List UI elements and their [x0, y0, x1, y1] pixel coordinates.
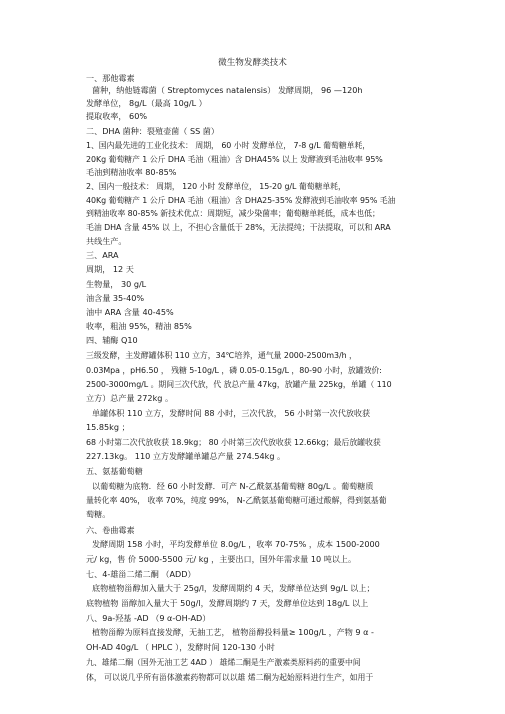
paragraph-line: 收率，粗油 95%，精油 85% — [86, 321, 192, 331]
paragraph-line: 0.03Mpa ，pH6.50 ， 残糖 5-10g/L ，磷 0.05-0.15g/L ，80-90 小时，放罐效价: — [86, 366, 382, 375]
paragraph-line: 生物量， 30 g/L — [86, 279, 147, 289]
section-heading-4ad: 九、雄烯二酮（国外无油工艺 4AD ） 雄烯二酮是生产激素类原料药的重要中间 — [86, 658, 361, 667]
paragraph-line: 提取收率， 60% — [86, 111, 148, 121]
paragraph-line: 量转化率 40%， 收率 70%，纯度 99%， N-乙酰氨基葡萄糖可通过酸解，得到氨基葡 — [86, 496, 387, 505]
section-heading-capreomycin: 六、卷曲霉素 — [86, 525, 135, 535]
section-heading-9a-oh-ad: 八、9a-羟基 -AD （9 α-OH-AD） — [86, 613, 211, 623]
paragraph-line: 共线生产。 — [86, 236, 127, 246]
section-heading-coq10: 四、辅酶 Q10 — [86, 335, 138, 345]
section-heading-glucosamine: 五、氨基葡萄糖 — [86, 466, 143, 476]
paragraph-line: 三级发酵，主发酵罐体积 110 立方，34℃培养，通气量 2000-2500m3/h ， — [86, 351, 357, 360]
section-heading-dha: 二、DHA 菌种：裂殖壶菌（ SS 菌） — [86, 126, 219, 136]
paragraph-line: 15.85kg ； — [86, 422, 130, 432]
paragraph-line: 单罐体积 110 立方，发酵时间 88 小时，三次代放， 56 小时第一次代放收获 — [92, 408, 371, 418]
paragraph-line: 萄糖。 — [86, 509, 111, 519]
paragraph-line: 立方）总产量 272kg 。 — [86, 393, 174, 403]
paragraph-line: 20Kg 葡萄糖产 1 公斤 DHA 毛油（粗油）含 DHA45% 以上 发酵液到毛油收率 95% — [86, 155, 383, 164]
paragraph-line: 68 小时第二次代放收获 18.9kg； 80 小时第三次代放收获 12.66kg；最后放罐收获 — [86, 438, 381, 447]
paragraph-line: 底物植物 甾醇加入量大于 50g/l，发酵周期约 7 天，发酵单位达到 18g/L 以上 — [86, 598, 369, 608]
paragraph-line: 底物植物甾醇加入量大于 25g/l，发酵周期约 4 天，发酵单位达到 9g/L 以上； — [92, 583, 375, 593]
page-title: 微生物发酵类技术 — [218, 58, 287, 68]
paragraph-line: 元/ kg，售 价 5000-5500 元/ kg ，主要出口，国外年需求量 10 吨以上。 — [86, 554, 357, 564]
paragraph-line: 油含量 35-40% — [86, 293, 145, 303]
paragraph-line: 227.13kg。 110 立方发酵罐单罐总产量 274.54kg 。 — [86, 451, 286, 461]
paragraph-line: 1、国内最先进的工业化技术： 周期， 60 小时 发酵单位， 7-8 g/L 葡萄糖单耗， — [86, 141, 371, 150]
paragraph-line: 2、国内一般技术： 周期， 120 小时 发酵单位， 15-20 g/L 葡萄糖单耗， — [86, 182, 346, 191]
paragraph-line: OH-AD 40g/L （ HPLC ），发酵时间 120-130 小时 — [86, 642, 275, 652]
paragraph-line: 毛油 DHA 含量 45% 以 上，不担心含量低于 28%，无法提纯；干法提取，可以和 ARA — [86, 223, 391, 232]
paragraph-line: 菌种，纳他链霉菌（ Streptomyces natalensis） 发酵周期， 96 —120h — [92, 85, 363, 95]
paragraph-line: 以葡萄糖为底物．经 60 小时发酵．可产 N-乙酰氨基葡萄糖 80g/L 。葡萄糖质 — [92, 481, 374, 491]
paragraph-line: 毛油到精油收率 80-85% — [86, 167, 177, 177]
paragraph-line: 发酵周期 158 小时，平均发酵单位 8.0g/L ，收率 70-75% ，成本 1500-2000 — [92, 539, 380, 549]
section-heading-add: 七、4-雄甾二烯二酮 （ADD） — [86, 569, 196, 579]
paragraph-line: 40Kg 葡萄糖产 1 公斤 DHA 毛油（粗油）含 DHA25-35% 发酵液到毛油收率 95% 毛油 — [86, 196, 396, 205]
paragraph-line: 发酵单位， 8g/L（最高 10g/L ） — [86, 98, 207, 108]
paragraph-line: 2500-3000mg/L 。期间三次代放，代 放总产量 47kg，放罐产量 225kg，单罐（ 110 — [86, 380, 392, 389]
paragraph-line: 体， 可以说几乎所有甾体激素药物都可以以雄 烯二酮为起始原料进行生产，如用于 — [86, 673, 374, 682]
section-heading-natamycin: 一、那他霉素 — [86, 73, 135, 83]
paragraph-line: 到精油收率 80-85% 新技术优点：周期短，减少染菌率；葡萄糖单耗低，成本也低； — [86, 209, 380, 218]
paragraph-line: 植物甾醇为原料直接发酵，无抽工艺， 植物甾醇投料量≥ 100g/L ，产物 9 α - — [92, 627, 374, 637]
paragraph-line: 油中 ARA 含量 40-45% — [86, 307, 174, 317]
section-heading-ara: 三、ARA — [86, 250, 119, 260]
paragraph-line: 周期， 12 天 — [86, 264, 134, 274]
